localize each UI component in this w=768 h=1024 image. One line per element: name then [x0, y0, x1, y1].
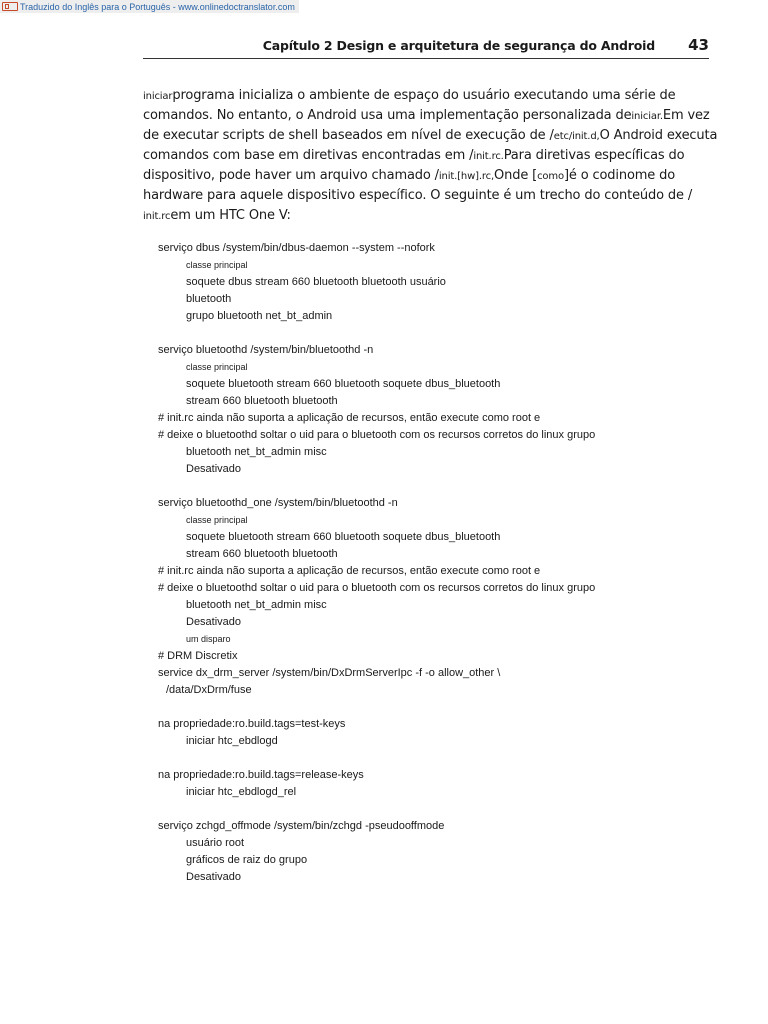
code-blank-line: [158, 801, 678, 818]
code-comment: # deixe o bluetoothd soltar o uid para o bluetooth com os recursos corretos do linux grupo: [158, 582, 596, 594]
inline-code: init.rc.: [473, 151, 504, 162]
code-line: iniciar htc_ebdlogd_rel: [186, 786, 297, 798]
paragraph-line: [143, 106, 710, 126]
text-run: comandos. No entanto, o Android usa uma implementação personalizada de: [143, 108, 632, 123]
code-blank-line: [158, 699, 678, 716]
code-line: soquete bluetooth stream 660 bluetooth soquete dbus_bluetooth: [186, 531, 501, 543]
code-line: gráficos de raiz do grupo: [186, 854, 308, 866]
text-run: ]é o codinome do: [563, 168, 676, 183]
code-line: Desativado: [186, 871, 242, 883]
inline-code: init.rc: [143, 211, 171, 222]
init-rc-listing: [158, 240, 678, 886]
text-run: comandos com base em diretivas encontradas em /: [143, 148, 474, 163]
code-line: classe principal: [186, 362, 248, 372]
paragraph-line: [143, 126, 718, 146]
code-line: Desativado: [186, 463, 242, 475]
paragraph-line: [143, 86, 676, 106]
code-line: na propriedade:ro.build.tags=test-keys: [158, 718, 346, 730]
code-line: serviço bluetoothd_one /system/bin/bluetoothd -n: [158, 497, 398, 509]
code-line: /data/DxDrm/fuse: [166, 684, 252, 696]
code-line: grupo bluetooth net_bt_admin: [186, 310, 333, 322]
code-blank-line: [158, 750, 678, 767]
running-header: [143, 36, 709, 59]
code-line: Desativado: [186, 616, 242, 628]
paragraph-line: [143, 146, 685, 166]
code-line: stream 660 bluetooth bluetooth: [186, 548, 338, 560]
paragraph-line: [143, 186, 693, 206]
inline-code: iniciar: [143, 91, 173, 102]
code-comment: # DRM Discretix: [158, 650, 238, 662]
code-line: bluetooth net_bt_admin misc: [186, 599, 327, 611]
code-line: um disparo: [186, 634, 231, 644]
code-line: stream 660 bluetooth bluetooth: [186, 395, 338, 407]
code-comment: # deixe o bluetoothd soltar o uid para o bluetooth com os recursos corretos do linux grupo: [158, 429, 596, 441]
code-line: bluetooth: [186, 293, 232, 305]
text-run: de executar scripts de shell baseados em nível de execução de /: [143, 128, 554, 143]
paragraph-line: [143, 166, 676, 186]
code-line: classe principal: [186, 515, 248, 525]
inline-code: iniciar.: [631, 111, 663, 122]
text-run: em um HTC One V:: [170, 208, 291, 223]
code-line: classe principal: [186, 260, 248, 270]
code-blank-line: [158, 325, 678, 342]
code-comment: # init.rc ainda não suporta a aplicação de recursos, então execute como root e: [158, 412, 541, 424]
code-line: soquete dbus stream 660 bluetooth bluetooth usuário: [186, 276, 446, 288]
code-line: serviço dbus /system/bin/dbus-daemon --system --nofork: [158, 242, 435, 254]
code-line: bluetooth net_bt_admin misc: [186, 446, 327, 458]
text-run: programa inicializa o ambiente de espaço do usuário executando uma série de: [172, 88, 676, 103]
inline-code: etc/init.d,: [553, 131, 600, 142]
page-number: 43: [688, 36, 709, 54]
paragraph-line: [143, 206, 663, 226]
text-run: dispositivo, pode haver um arquivo chamado /: [143, 168, 439, 183]
text-run: hardware para aquele dispositivo específico. O seguinte é um trecho do conteúdo de /: [143, 188, 693, 203]
text-run: O Android executa: [599, 128, 718, 143]
code-blank-line: [158, 478, 678, 495]
code-line: iniciar htc_ebdlogd: [186, 735, 278, 747]
inline-code: init.[hw].rc,: [438, 171, 495, 182]
code-line: na propriedade:ro.build.tags=release-keys: [158, 769, 364, 781]
translator-banner-text[interactable]: Traduzido do Inglês para o Português - www.onlinedoctranslator.com: [20, 1, 295, 12]
code-line: service dx_drm_server /system/bin/DxDrmServerIpc -f -o allow_other \: [158, 667, 501, 679]
code-line: serviço zchgd_offmode /system/bin/zchgd -pseudooffmode: [158, 820, 445, 832]
text-run: Onde [: [494, 168, 538, 183]
inline-code: como: [537, 171, 564, 182]
text-run: Em vez: [662, 108, 710, 123]
translator-logo-icon: [2, 2, 18, 11]
chapter-title: Capítulo 2 Design e arquitetura de segurança do Android: [262, 38, 655, 53]
code-comment: # init.rc ainda não suporta a aplicação de recursos, então execute como root e: [158, 565, 541, 577]
translator-banner[interactable]: [0, 0, 299, 13]
text-run: Para diretivas específicas do: [503, 148, 685, 163]
code-line: soquete bluetooth stream 660 bluetooth soquete dbus_bluetooth: [186, 378, 501, 390]
body-paragraph: [143, 86, 718, 226]
code-line: serviço bluetoothd /system/bin/bluetoothd -n: [158, 344, 374, 356]
code-line: usuário root: [186, 837, 245, 849]
